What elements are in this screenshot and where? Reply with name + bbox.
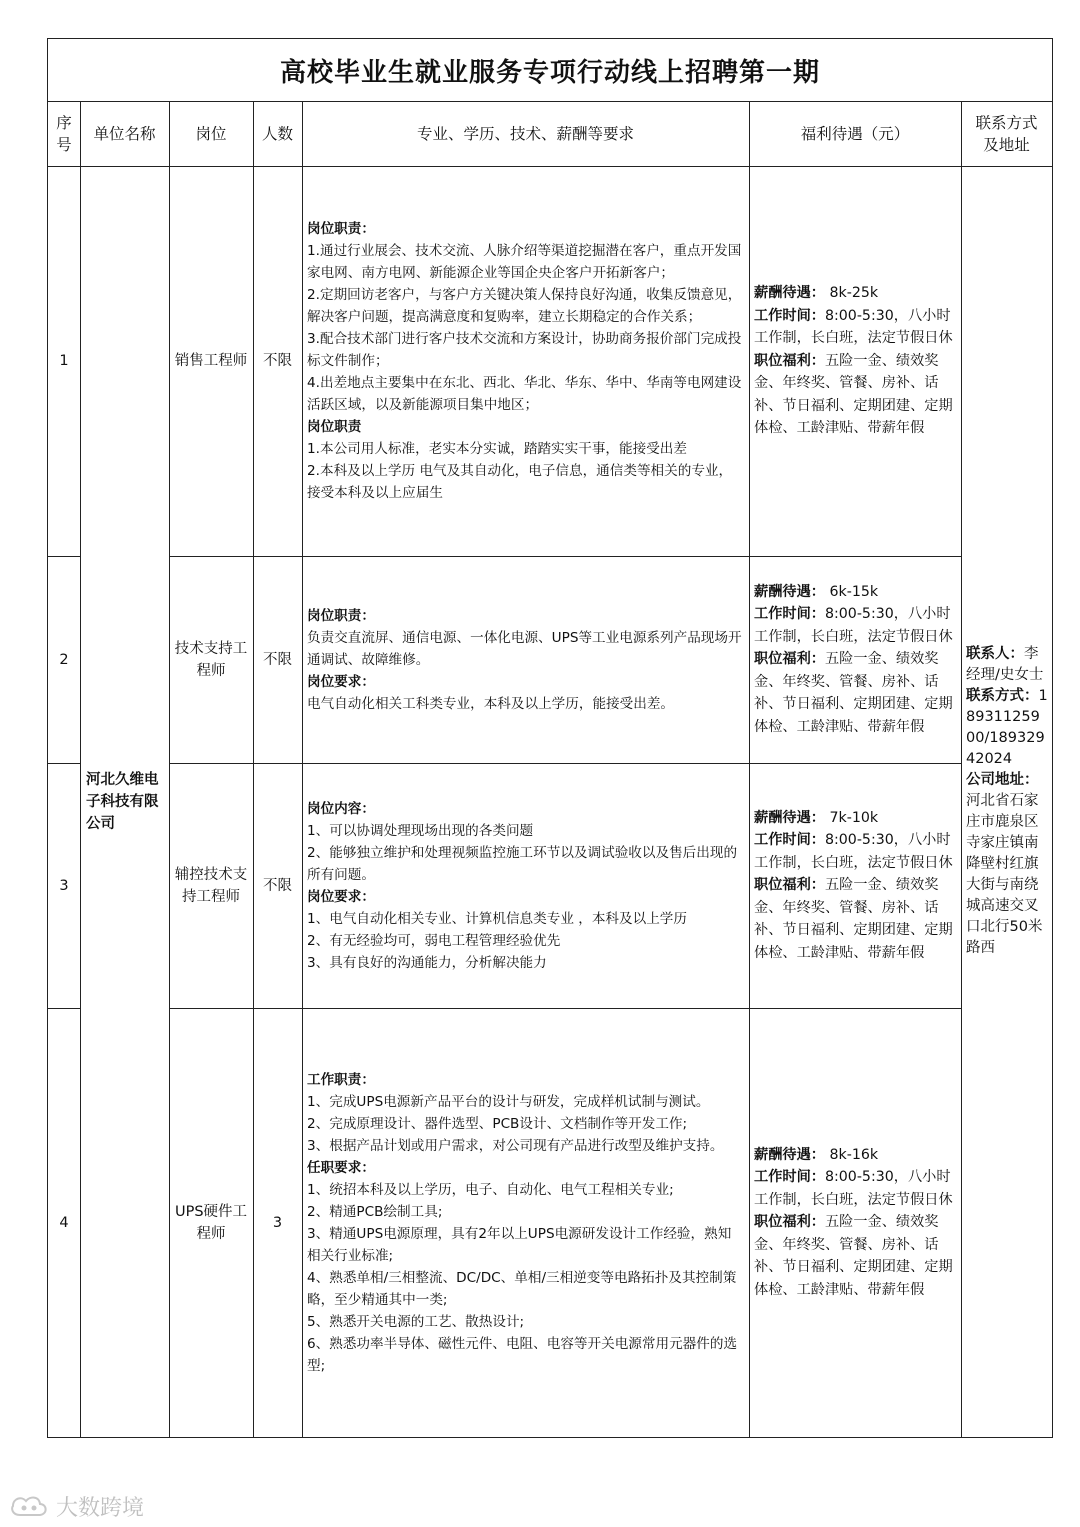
row-4-no: 4 — [59, 1214, 69, 1231]
requirement-line: 1、电气自动化相关专业、计算机信息类专业 ，本科及以上学历 — [307, 910, 687, 927]
benefit-salary-value: 7k-10k — [824, 809, 879, 826]
recruitment-table — [47, 38, 1053, 1438]
header-no: 序号 — [56, 114, 72, 154]
requirement-line: 2、完成原理设计、器件选型、PCB设计、文档制作等开发工作; — [307, 1115, 688, 1132]
row-2-benefits — [749, 556, 961, 763]
benefit-hours-value: 8:00-5:30，八小时工作制，长白班，法定节假日休 — [754, 832, 953, 871]
requirement-line: 3.配合技术部门进行客户技术交流和方案设计，协助商务报价部门完成投标文件制作； — [307, 331, 742, 369]
benefit-perks — [754, 1211, 957, 1301]
requirement-line: 6、熟悉功率半导体、磁性元件、电阻、电容等开关电源常用元器件的选型; — [307, 1335, 738, 1374]
header-contact: 联系方式及地址 — [975, 114, 1038, 154]
contact-person: 联系人：李经理/史女士 — [966, 646, 1044, 683]
requirement-heading: 岗位职责： — [307, 221, 375, 237]
grid-line — [48, 763, 80, 764]
grid-line — [253, 102, 254, 1438]
requirement-line: 2.定期回访老客户，与客户方关键决策人保持良好沟通，收集反馈意见，解决客户问题，提高满意度和复购率，建立长期稳定的合作关系； — [307, 287, 742, 325]
requirement-line: 4.出差地点主要集中在东北、西北、华北、华东、华中、华南等电网建设活跃区域，以及新能源项目集中地区； — [307, 375, 742, 413]
grid-line — [961, 102, 962, 1438]
header-position: 岗位 — [195, 125, 227, 143]
benefit-salary-label: 薪酬待遇： — [754, 1146, 825, 1163]
requirement-line: 1、完成UPS电源新产品平台的设计与研发，完成样机试制与测试。 — [307, 1093, 710, 1110]
benefit-salary-label: 薪酬待遇： — [754, 809, 825, 826]
page-title: 高校毕业生就业服务专项行动线上招聘第一期 — [48, 39, 1052, 102]
grid-line — [169, 1008, 961, 1009]
contact-info — [961, 166, 1052, 1437]
row-2-count: 不限 — [263, 651, 292, 668]
header-count: 人数 — [261, 125, 293, 143]
benefit-hours-label: 工作时间： — [754, 1169, 825, 1186]
benefit-salary-value: 8k-25k — [824, 285, 879, 302]
row-3-count: 不限 — [263, 877, 292, 894]
benefit-perks-label: 职位福利： — [754, 651, 825, 668]
requirement-line: 2、能够独立维护和处理视频监控施工环节以及调试验收以及售后出现的所有问题。 — [307, 844, 738, 883]
requirement-heading: 工作职责： — [307, 1071, 375, 1088]
row-2-no: 2 — [59, 651, 69, 668]
requirement-line: 电气自动化相关工科类专业，本科及以上学历，能接受出差。 — [307, 695, 675, 712]
requirement-heading: 岗位职责： — [307, 607, 375, 624]
benefit-salary-label: 薪酬待遇： — [754, 285, 825, 302]
benefit-hours — [754, 829, 957, 874]
watermark-logo-icon — [10, 1493, 50, 1519]
header-company: 单位名称 — [93, 125, 156, 143]
benefit-hours-value: 8:00-5:30，八小时工作制，长白班，法定节假日休 — [754, 1169, 953, 1208]
benefit-hours-label: 工作时间： — [754, 832, 825, 849]
grid-line — [169, 763, 961, 764]
benefit-hours-label: 工作时间： — [754, 307, 825, 324]
row-4-position: UPS硬件工程师 — [174, 1203, 248, 1242]
row-1-no: 1 — [59, 353, 69, 369]
requirement-line: 5、熟悉开关电源的工艺、散热设计; — [307, 1313, 525, 1330]
requirement-line: 2.本科及以上学历 电气及其自动化，电子信息，通信类等相关的专业，接受本科及以上应届生 — [307, 463, 733, 501]
grid-line — [48, 1008, 80, 1009]
contact-phone: 联系方式：18931125900/18932942024 — [966, 688, 1048, 767]
benefit-hours — [754, 1166, 957, 1211]
row-3-position: 辅控技术支持工程师 — [174, 866, 248, 905]
benefit-salary-value: 8k-16k — [824, 1146, 879, 1163]
benefit-perks — [754, 648, 957, 738]
benefit-hours-value: 8:00-5:30，八小时工作制，长白班，法定节假日休 — [754, 606, 953, 645]
benefit-salary — [754, 1144, 957, 1167]
requirement-line: 3、具有良好的沟通能力，分析解决能力 — [307, 954, 547, 971]
benefit-salary-value: 6k-15k — [824, 583, 879, 600]
watermark — [10, 1490, 144, 1522]
row-4-requirements — [302, 1008, 749, 1437]
benefit-salary — [754, 807, 957, 830]
benefit-perks — [754, 350, 957, 440]
grid-line — [80, 102, 81, 1438]
benefit-salary — [754, 581, 957, 604]
row-3-no: 3 — [59, 877, 69, 894]
grid-line — [48, 166, 1052, 167]
requirement-heading: 任职要求： — [307, 1159, 375, 1176]
requirement-heading: 岗位要求： — [307, 888, 375, 905]
benefit-hours — [754, 603, 957, 648]
requirement-line: 3、根据产品计划或用户需求，对公司现有产品进行改型及维护支持。 — [307, 1137, 724, 1154]
row-2-requirements — [302, 556, 749, 763]
row-4-benefits — [749, 1008, 961, 1437]
requirement-line: 2、精通PCB绘制工具; — [307, 1203, 443, 1220]
requirement-line: 1.本公司用人标准，老实本分实诚，踏踏实实干事，能接受出差 — [307, 441, 687, 457]
benefit-perks-label: 职位福利： — [754, 1214, 825, 1231]
watermark-text: 大数跨境 — [56, 1495, 145, 1521]
requirement-line: 1、统招本科及以上学历，电子、自动化、电气工程相关专业; — [307, 1181, 674, 1198]
requirement-line: 1、可以协调处理现场出现的各类问题 — [307, 822, 534, 839]
requirement-line: 负责交直流屏、通信电源、一体化电源、UPS等工业电源系列产品现场开通调试、故障维修。 — [307, 629, 742, 668]
requirement-heading: 岗位职责 — [307, 419, 362, 435]
row-1-count: 不限 — [263, 353, 292, 369]
header-benefits: 福利待遇（元） — [800, 125, 910, 143]
row-1-requirements — [302, 166, 749, 556]
benefit-perks-label: 职位福利： — [754, 352, 825, 369]
grid-line — [169, 102, 170, 1438]
grid-line — [302, 102, 303, 1438]
requirement-line: 4、熟悉单相/三相整流、DC/DC、单相/三相逆变等电路拓扑及其控制策略，至少精通其中一类; — [307, 1269, 737, 1308]
benefit-perks-value: 五险一金、绩效奖金、年终奖、管餐、房补、话补、节日福利、定期团建、定期体检、工龄津贴、带薪年假 — [754, 352, 953, 437]
benefit-hours-label: 工作时间： — [754, 606, 825, 623]
requirement-line: 1.通过行业展会、技术交流、人脉介绍等渠道挖掘潜在客户，重点开发国家电网、南方电网、新能源企业等国企央企客户开拓新客户； — [307, 243, 742, 281]
benefit-perks-label: 职位福利： — [754, 877, 825, 894]
requirement-line: 2、有无经验均可，弱电工程管理经验优先 — [307, 932, 561, 949]
row-3-requirements — [302, 763, 749, 1008]
grid-line — [48, 556, 80, 557]
grid-line — [749, 102, 750, 1438]
requirement-heading: 岗位内容： — [307, 800, 375, 817]
row-2-position: 技术支持工程师 — [174, 640, 248, 679]
row-3-benefits — [749, 763, 961, 1008]
header-requirements: 专业、学历、技术、薪酬等要求 — [416, 125, 634, 143]
row-1-position: 销售工程师 — [174, 353, 248, 369]
benefit-salary — [754, 282, 957, 305]
grid-line — [169, 556, 961, 557]
contact-address: 公司地址：河北省石家庄市鹿泉区寺家庄镇南降壁村红旗大街与南绕城高速交叉口北行50米路西 — [966, 772, 1043, 956]
row-4-count: 3 — [272, 1214, 283, 1231]
benefit-perks-value: 五险一金、绩效奖金、年终奖、管餐、房补、话补、节日福利、定期团建、定期体检、工龄津贴、带薪年假 — [754, 651, 953, 735]
benefit-salary-label: 薪酬待遇： — [754, 583, 825, 600]
benefit-hours — [754, 305, 957, 350]
benefit-perks-value: 五险一金、绩效奖金、年终奖、管餐、房补、话补、节日福利、定期团建、定期体检、工龄津贴、带薪年假 — [754, 877, 953, 961]
benefit-hours-value: 8:00-5:30，八小时工作制，长白班，法定节假日休 — [754, 307, 953, 347]
benefit-perks-value: 五险一金、绩效奖金、年终奖、管餐、房补、话补、节日福利、定期团建、定期体检、工龄津贴、带薪年假 — [754, 1214, 953, 1298]
requirement-heading: 岗位要求： — [307, 673, 375, 690]
row-1-benefits — [749, 166, 961, 556]
company-name: 河北久维电子科技有限公司 — [86, 771, 159, 832]
benefit-perks — [754, 874, 957, 964]
requirement-line: 3、精通UPS电源原理，具有2年以上UPS电源研发设计工作经验，熟知相关行业标准; — [307, 1225, 732, 1264]
